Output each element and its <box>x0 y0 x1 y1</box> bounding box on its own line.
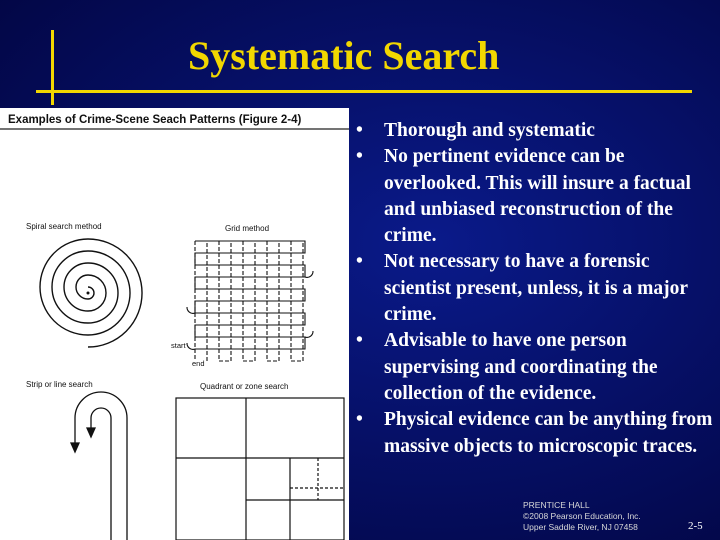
bullet-text: No pertinent evidence can be overlooked. This will insure a factual and unbiased reconstruction of the crime. <box>384 146 691 247</box>
bullet-text: Physical evidence can be anything from massive objects to microscopic traces. <box>384 409 713 457</box>
bullet-marker: • <box>356 120 363 141</box>
bullet-marker: • <box>356 251 363 273</box>
search-patterns-figure <box>0 108 349 540</box>
bullet-marker: • <box>356 330 363 352</box>
bullet-item <box>352 118 718 144</box>
bullet-list <box>352 118 718 460</box>
bullet-marker: • <box>356 409 363 431</box>
strip-pattern <box>71 392 127 540</box>
figure-caption: Examples of Crime-Scene Seach Patterns (Figure 2-4) <box>8 114 302 126</box>
bullet-item <box>352 407 718 460</box>
footer-copyright: ©2008 Pearson Education, Inc. <box>523 511 641 521</box>
quadrant-label: Quadrant or zone search <box>200 382 289 391</box>
grid-pattern <box>187 241 313 361</box>
spiral-label: Spiral search method <box>26 222 102 231</box>
page-number: 2-5 <box>688 520 703 532</box>
slide-title: Systematic Search <box>188 33 500 78</box>
grid-start-label: start <box>171 341 186 350</box>
bullet-text: Thorough and systematic <box>384 120 595 141</box>
grid-label: Grid method <box>225 224 270 233</box>
strip-label: Strip or line search <box>26 380 93 389</box>
bullet-item <box>352 249 718 328</box>
bullet-marker: • <box>356 146 363 168</box>
bullet-text: Not necessary to have a forensic scientist present, unless, it is a major crime. <box>384 251 688 326</box>
footer-location: Upper Saddle River, NJ 07458 <box>523 522 638 532</box>
footer-publisher: PRENTICE HALL <box>523 500 590 510</box>
title-accent-vertical-line <box>51 30 54 105</box>
publisher-footer <box>523 500 641 533</box>
grid-end-label: end <box>192 359 205 368</box>
quadrant-pattern <box>176 398 344 540</box>
bullet-text: Advisable to have one person supervising and coordinating the collection of the evidence. <box>384 330 658 404</box>
spiral-pattern <box>40 239 142 347</box>
bullet-item <box>352 328 718 407</box>
bullet-item <box>352 144 718 249</box>
title-accent-horizontal-line <box>36 90 692 93</box>
